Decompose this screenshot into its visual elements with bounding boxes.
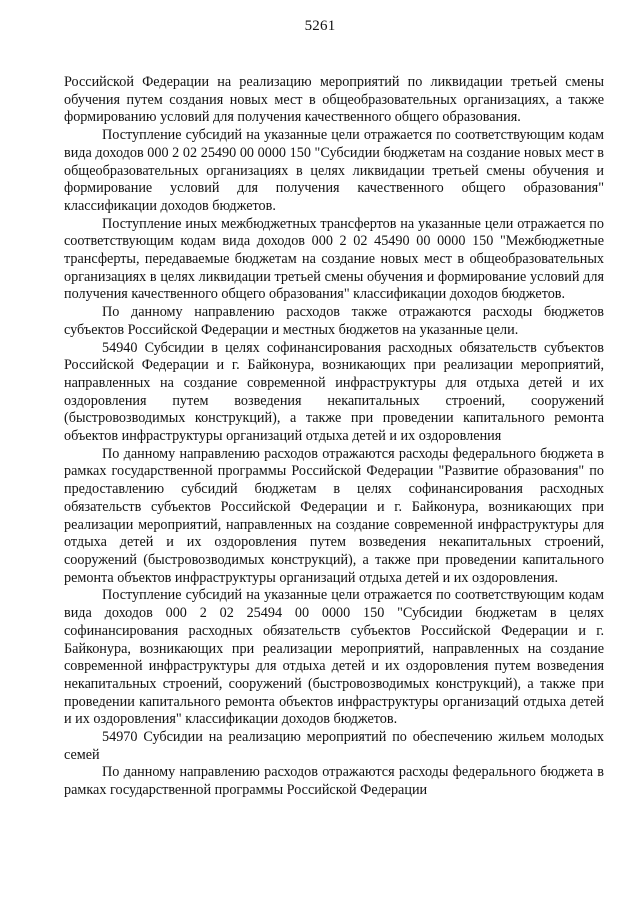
paragraph-code-54940-heading: 54940 Субсидии в целях софинансирования расходных обязательств субъектов Российской Федерации и г. Байконура, возникающих при реализации мероприятий, направленных на создание современной инфраструктуры для отдыха детей и их оздоровления путем возведения некапитальных строений, сооружений (быстровозводимых конструкций), а также при проведении капитального ремонта объектов инфраструктуры организаций отдыха детей и их оздоровления <box>64 339 604 445</box>
paragraph-interbudget-transfers: Поступление иных межбюджетных трансфертов на указанные цели отражается по соответствующим кодам вида доходов 000 2 02 45490 00 0000 150 "Межбюджетные трансферты, передаваемые бюджетам на создание новых мест в общеобразовательных организациях в целях ликвидации третьей смены обучения и формирование условий для получения качественного общего образования" классификации доходов бюджетов. <box>64 215 604 303</box>
page-number: 5261 <box>304 18 336 34</box>
paragraph-code-54970-heading: 54970 Субсидии на реализацию мероприятий по обеспечению жильем молодых семей <box>64 729 604 763</box>
paragraph-regional-budgets: По данному направлению расходов также отражаются расходы бюджетов субъектов Российской Федерации и местных бюджетов на указанные цели. <box>64 304 604 338</box>
paragraph-continuation: Российской Федерации на реализацию мероприятий по ликвидации третьей смены обучения путем создания новых мест в общеобразовательных организациях, а также формированию условий для получения качественного общего образования. <box>64 74 604 126</box>
paragraph-54970-federal-expenses: По данному направлению расходов отражаются расходы федерального бюджета в рамках государственной программы Российской Федерации <box>64 764 604 799</box>
paragraph-54940-revenue-codes: Поступление субсидий на указанные цели отражается по соответствующим кодам вида доходов 000 2 02 25494 00 0000 150 "Субсидии бюджетам в целях софинансирования расходных обязательств субъектов Российской Федерации и г. Байконура, возникающих при реализации мероприятий, направленных на создание современной инфраструктуры для отдыха детей и их оздоровления путем возведения некапитальных строений, сооружений (быстровозводимых конструкций), а также при проведении капитального ремонта объектов инфраструктуры организаций отдыха детей и их оздоровления" классификации доходов бюджетов. <box>64 587 604 728</box>
document-body <box>64 74 604 800</box>
paragraph-54940-federal-expenses: По данному направлению расходов отражаются расходы федерального бюджета в рамках государственной программы Российской Федерации "Развитие образования" по предоставлению субсидий бюджетам в целях софинансирования расходных обязательств субъектов Российской Федерации и г. Байконура, возникающих при реализации мероприятий, направленных на создание современной инфраструктуры для отдыха детей и их оздоровления путем возведения некапитальных строений, сооружений (быстровозводимых конструкций), а также при проведении капитального ремонта объектов инфраструктуры организаций отдыха детей и их оздоровления. <box>64 445 604 586</box>
paragraph-subsidy-revenue-codes: Поступление субсидий на указанные цели отражается по соответствующим кодам вида доходов 000 2 02 25490 00 0000 150 "Субсидии бюджетам на создание новых мест в общеобразовательных организациях в целях ликвидации третьей смены обучения и формирование условий для получения качественного общего образования" классификации доходов бюджетов. <box>64 127 604 214</box>
